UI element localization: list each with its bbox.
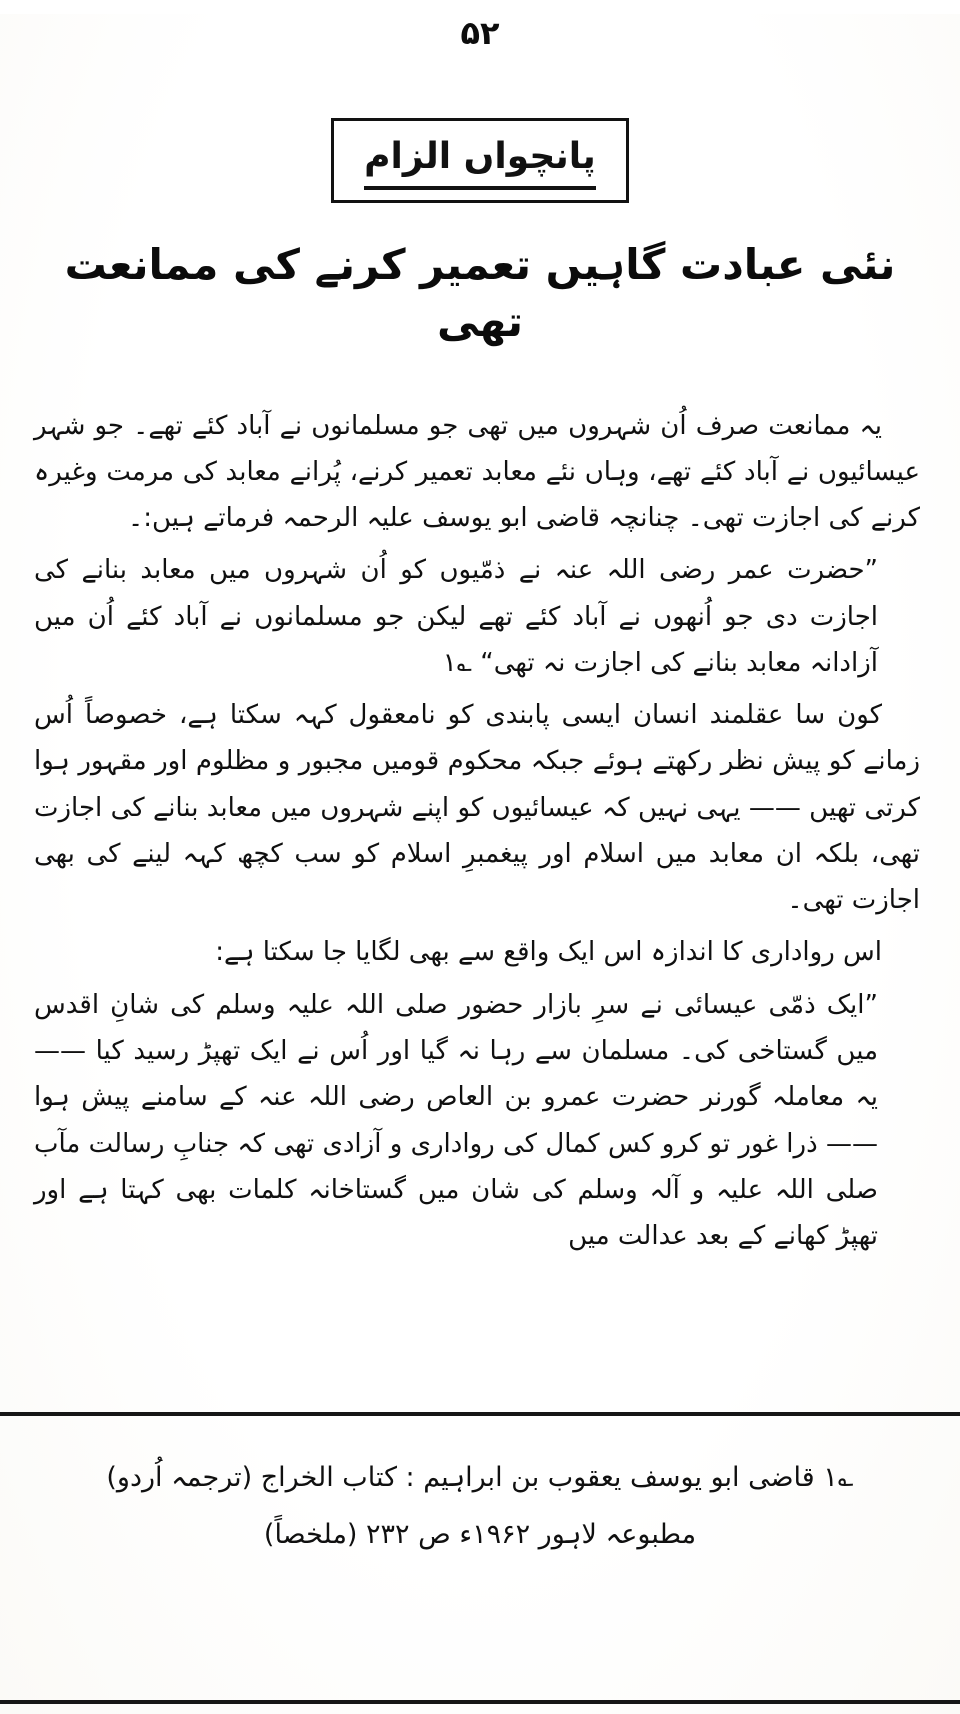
paragraph-quote: ”ایک ذمّی عیسائی نے سرِ بازار حضور صلی اللہ علیہ وسلم کی شانِ اقدس میں گستاخی کی۔ مسلمان سے رہا نہ گیا اور اُس نے ایک تھپڑ رسید کیا —— یہ معاملہ گورنر حضرت عمرو بن العاص رضی اللہ عنہ کے سامنے پیش ہوا —— ذرا غور تو کرو کس کمال کی رواداری و آزادی تھی کہ جنابِ رسالت مآب صلی اللہ علیہ و آلہ وسلم کی شان میں گستاخانہ کلمات بھی کہتا ہے اور تھپڑ کھانے کے بعد عدالت میں (34, 989, 878, 1252)
scanned-page (0, 14, 960, 1714)
body-text (0, 403, 960, 1260)
chapter-heading-label: پانچواں الزام (364, 135, 596, 190)
page-bottom-rule (0, 1700, 960, 1704)
footnote-line-2: مطبوعہ لاہور ۱۹۶۲ء ص ۲۳۲ (ملخصاً) (263, 1518, 697, 1550)
footnote-line-1: ؎۱ قاضی ابو یوسف یعقوب بن ابراہیم : کتاب الخراج (ترجمہ اُردو) (106, 1462, 854, 1493)
page-title: نئی عبادت گاہیں تعمیر کرنے کی ممانعت تھی (64, 240, 896, 346)
page-number: ۵۲ (460, 14, 500, 52)
paragraph: اس رواداری کا اندازہ اس ایک واقع سے بھی لگایا جا سکتا ہے: (215, 937, 882, 968)
paragraph: کون سا عقلمند انسان ایسی پابندی کو نامعقول کہہ سکتا ہے، خصوصاً اُس زمانے کو پیش نظر رکھتے ہوئے جبکہ محکوم قومیں مجبور و مظلوم اور مقہور ہوا کرتی تھیں —— یہی نہیں کہ عیسائیوں کو اپنے شہروں میں معابد بنانے کی اجازت تھی، بلکہ ان معابد میں اسلام اور پیغمبرِ اسلام کو سب کچھ کہہ لینے کی بھی اجازت تھی۔ (34, 700, 920, 916)
footnote-divider (0, 1412, 960, 1416)
paragraph-quote: ”حضرت عمر رضی اللہ عنہ نے ذمّیوں کو اُن شہروں میں معابد بنانے کی اجازت دی جو اُنھوں نے آباد کئے تھے لیکن جو مسلمانوں نے آباد کئے اُن میں آزادانہ معابد بنانے کی اجازت نہ تھی“ ؎۱ (34, 555, 878, 678)
chapter-heading-wrap (0, 118, 960, 203)
footnote (0, 1450, 960, 1563)
chapter-heading-box (331, 118, 629, 203)
paragraph: یہ ممانعت صرف اُن شہروں میں تھی جو مسلمانوں نے آباد کئے تھے۔ جو شہر عیسائیوں نے آباد کئے تھے، وہاں نئے معابد تعمیر کرنے، پُرانے معابد کی مرمت وغیرہ کرنے کی اجازت تھی۔ چنانچہ قاضی ابو یوسف علیہ الرحمہ فرماتے ہیں:۔ (34, 410, 920, 534)
